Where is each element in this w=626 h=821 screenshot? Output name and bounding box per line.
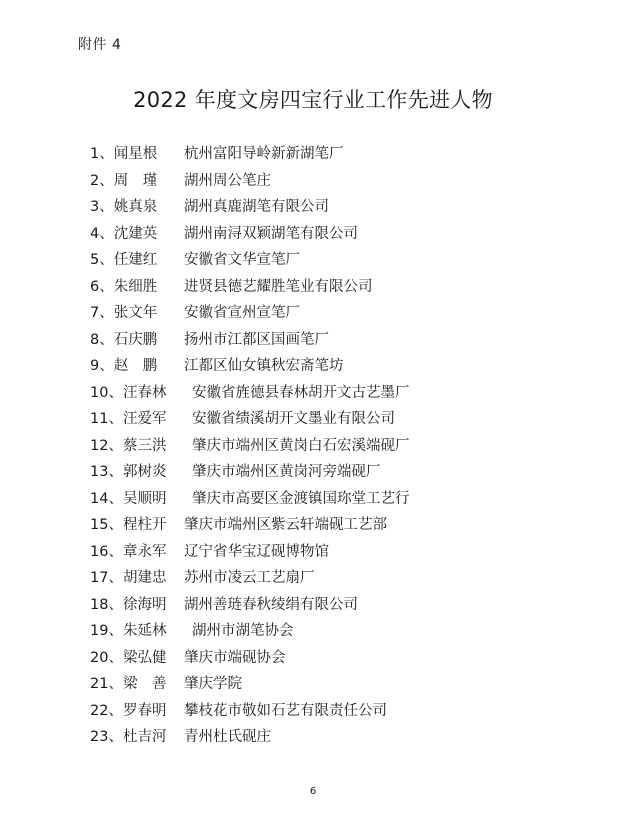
person-name: 姚真泉 <box>113 199 158 215</box>
person-name: 胡建忠 <box>122 570 167 586</box>
item-number: 20、 <box>90 649 123 666</box>
list-item <box>90 459 550 486</box>
attachment-label: 附件 4 <box>78 37 122 53</box>
organization: 湖州周公笔庄 <box>184 172 271 189</box>
organization: 安徽省绩溪胡开文墨业有限公司 <box>192 411 395 427</box>
list-item <box>90 141 550 168</box>
item-number: 9、 <box>90 358 114 374</box>
organization: 肇庆市端州区紫云轩端砚工艺部 <box>184 517 387 533</box>
organization: 肇庆市端州区黄岗河旁端砚厂 <box>192 464 381 480</box>
list-item <box>90 618 550 645</box>
list-item <box>90 247 550 274</box>
organization: 安徽省旌德县春林胡开文古艺墨厂 <box>192 384 410 401</box>
honoree-list <box>90 141 550 751</box>
organization: 攀枝花市敬如石艺有限责任公司 <box>184 702 387 719</box>
list-item <box>90 433 550 460</box>
item-number: 2、 <box>90 172 114 189</box>
person-name: 汪春林 <box>122 384 167 401</box>
item-number: 14、 <box>90 490 123 507</box>
list-item <box>90 327 550 354</box>
person-name: 蔡三洪 <box>122 437 167 454</box>
page-title: 2022 年度文房四宝行业工作先进人物 <box>133 88 493 112</box>
organization: 肇庆学院 <box>184 676 242 692</box>
list-item <box>90 512 550 539</box>
list-item <box>90 168 550 195</box>
item-number: 21、 <box>90 676 123 692</box>
item-number: 18、 <box>90 596 123 613</box>
list-item <box>90 353 550 380</box>
person-name: 徐海明 <box>122 596 167 613</box>
item-number: 11、 <box>90 411 123 427</box>
person-name: 章永军 <box>122 543 167 560</box>
person-name: 朱延林 <box>122 623 167 639</box>
list-item <box>90 565 550 592</box>
item-number: 8、 <box>90 331 114 348</box>
list-item <box>90 645 550 672</box>
organization: 湖州善琏春秋绫绢有限公司 <box>184 596 358 613</box>
organization: 辽宁省华宝辽砚博物馆 <box>184 543 329 560</box>
organization: 湖州市湖笔协会 <box>192 623 294 639</box>
organization: 杭州富阳导岭新新湖笔厂 <box>184 146 344 162</box>
item-number: 10、 <box>90 384 123 401</box>
organization: 湖州南浔双颖湖笔有限公司 <box>184 225 358 242</box>
organization: 进贤县德艺耀胜笔业有限公司 <box>184 278 373 295</box>
organization: 肇庆市端砚协会 <box>184 649 286 666</box>
person-name: 罗春明 <box>122 702 167 719</box>
organization: 湖州真鹿湖笔有限公司 <box>184 199 329 215</box>
item-number: 15、 <box>90 517 123 533</box>
list-item <box>90 221 550 248</box>
list-item <box>90 406 550 433</box>
person-name: 任建红 <box>113 252 158 268</box>
item-number: 3、 <box>90 199 114 215</box>
person-name: 汪爱军 <box>122 411 167 427</box>
item-number: 13、 <box>90 464 123 480</box>
person-name: 梁 善 <box>122 676 167 692</box>
person-name: 吴顺明 <box>122 490 167 507</box>
person-name: 郭树炎 <box>122 464 167 480</box>
list-item <box>90 274 550 301</box>
item-number: 4、 <box>90 225 114 242</box>
organization: 苏州市凌云工艺扇厂 <box>184 570 315 586</box>
list-item <box>90 539 550 566</box>
organization: 安徽省文华宣笔厂 <box>184 252 300 268</box>
item-number: 23、 <box>90 729 123 745</box>
item-number: 19、 <box>90 623 123 639</box>
organization: 肇庆市端州区黄岗白石宏溪端砚厂 <box>192 437 410 454</box>
person-name: 沈建英 <box>113 225 158 242</box>
list-item <box>90 380 550 407</box>
page-number: 6 <box>309 786 317 797</box>
item-number: 5、 <box>90 252 114 268</box>
item-number: 12、 <box>90 437 123 454</box>
organization: 江都区仙女镇秋宏斋笔坊 <box>184 358 344 374</box>
person-name: 闻星根 <box>113 146 158 162</box>
person-name: 朱细胜 <box>113 278 158 295</box>
list-item <box>90 300 550 327</box>
organization: 青州杜氏砚庄 <box>184 729 271 745</box>
list-item <box>90 194 550 221</box>
person-name: 赵 鹏 <box>113 358 158 374</box>
list-item <box>90 724 550 751</box>
person-name: 周 瑾 <box>113 172 158 189</box>
organization: 肇庆市高要区金渡镇国珎堂工艺行 <box>192 490 410 507</box>
list-item <box>90 486 550 513</box>
organization: 扬州市江都区国画笔厂 <box>184 331 329 348</box>
list-item <box>90 671 550 698</box>
list-item <box>90 592 550 619</box>
person-name: 石庆鹏 <box>113 331 158 348</box>
person-name: 张文年 <box>113 305 158 321</box>
item-number: 17、 <box>90 570 123 586</box>
item-number: 7、 <box>90 305 114 321</box>
item-number: 1、 <box>90 146 114 162</box>
list-item <box>90 698 550 725</box>
organization: 安徽省宣州宣笔厂 <box>184 305 300 321</box>
item-number: 16、 <box>90 543 123 560</box>
item-number: 22、 <box>90 702 123 719</box>
person-name: 梁弘健 <box>122 649 167 666</box>
item-number: 6、 <box>90 278 114 295</box>
person-name: 杜吉河 <box>122 729 167 745</box>
person-name: 程柱开 <box>122 517 167 533</box>
